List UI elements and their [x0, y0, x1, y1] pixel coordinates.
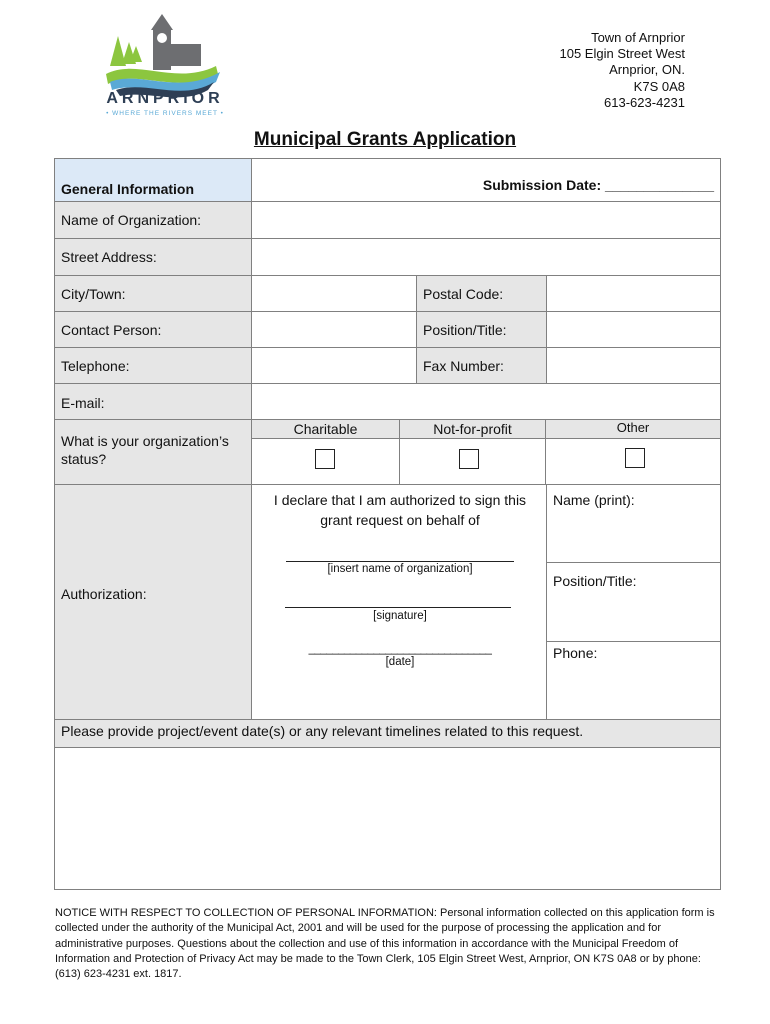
- other-header: [545, 419, 721, 439]
- status-label-cell: [54, 419, 252, 485]
- address-line: 105 Elgin Street West: [559, 46, 685, 62]
- org-name-field[interactable]: [251, 201, 721, 239]
- fax-label: Fax Number:: [423, 358, 504, 374]
- position-title-cell[interactable]: [546, 562, 721, 642]
- other-checkbox[interactable]: [625, 448, 645, 468]
- street-label-cell: [54, 238, 252, 276]
- date-caption: [date]: [385, 656, 415, 668]
- timeline-prompt-cell: [54, 719, 721, 748]
- nonprofit-label: Not-for-profit: [433, 421, 512, 437]
- declaration-text: I declare that I am authorized to sign this grant request on behalf of: [273, 492, 527, 528]
- telephone-field[interactable]: [251, 347, 417, 384]
- email-label: E-mail:: [61, 395, 105, 411]
- authorization-label: Authorization:: [61, 586, 147, 602]
- timeline-prompt: Please provide project/event date(s) or any relevant timelines related to this request.: [61, 723, 584, 739]
- email-field[interactable]: [251, 383, 721, 420]
- charitable-checkbox[interactable]: [315, 449, 335, 469]
- telephone-label-cell: [54, 347, 252, 384]
- email-label-cell: [54, 383, 252, 420]
- submission-date-cell[interactable]: [251, 158, 721, 202]
- name-print-label: Name (print):: [553, 492, 635, 508]
- town-address: [560, 30, 686, 111]
- address-line: Arnprior, ON.: [609, 62, 685, 78]
- nonprofit-header: [399, 419, 546, 439]
- address-line: Town of Arnprior: [591, 30, 685, 45]
- authorization-declaration-cell: [251, 484, 547, 720]
- postal-field[interactable]: [546, 275, 721, 312]
- org-name-label: Name of Organization:: [61, 212, 202, 228]
- charitable-cell: [251, 438, 400, 485]
- other-cell: [545, 438, 721, 485]
- city-label: City/Town:: [61, 286, 126, 302]
- contact-field[interactable]: [251, 311, 417, 348]
- authorization-label-cell: [54, 484, 252, 720]
- street-label: Street Address:: [61, 249, 157, 265]
- phone-cell[interactable]: [546, 641, 721, 720]
- org-name-signature-line[interactable]: [286, 561, 514, 562]
- fax-label-cell: [416, 347, 547, 384]
- position-title-label: Position/Title:: [553, 573, 637, 589]
- position-label: Position/Title:: [423, 322, 507, 338]
- signature-line[interactable]: [285, 607, 511, 608]
- signature-caption: [signature]: [373, 610, 427, 622]
- postal-label-cell: [416, 275, 547, 312]
- insert-org-caption: [insert name of organization]: [327, 563, 473, 575]
- nonprofit-cell: [399, 438, 546, 485]
- postal-label: Postal Code:: [423, 286, 504, 302]
- fax-field[interactable]: [546, 347, 721, 384]
- date-line[interactable]: _______________________________: [308, 643, 492, 655]
- charitable-header: [251, 419, 400, 439]
- general-info-label: General Information: [61, 181, 195, 197]
- phone-label: Phone:: [553, 645, 598, 661]
- status-question: What is your organization’s status?: [61, 433, 229, 467]
- other-label: Other: [616, 420, 650, 435]
- name-print-cell[interactable]: [546, 484, 721, 563]
- telephone-label: Telephone:: [61, 358, 130, 374]
- org-name-label-cell: [54, 201, 252, 239]
- contact-label: Contact Person:: [61, 322, 162, 338]
- charitable-label: Charitable: [293, 421, 358, 437]
- contact-label-cell: [54, 311, 252, 348]
- position-field[interactable]: [546, 311, 721, 348]
- city-label-cell: [54, 275, 252, 312]
- logo-tagline: • WHERE THE RIVERS MEET •: [106, 110, 224, 117]
- page-title: Municipal Grants Application: [253, 129, 517, 150]
- position-label-cell: [416, 311, 547, 348]
- nonprofit-checkbox[interactable]: [459, 449, 479, 469]
- general-info-header: [54, 158, 252, 202]
- privacy-notice: NOTICE WITH RESPECT TO COLLECTION OF PERSONAL INFORMATION: Personal information collected on this application form is collected under the authority of the Municipal Act, 2001 and will be used for the purpose of processing the application and for administrative purposes. Questions about the collection and use of this information in accordance with the Municipal Freedom of Information and Protection of Privacy Act may be made to the Town Clerk, 105 Elgin Street West, Arnprior, ON K7S 0A8 or by phone: (613) 623-4231 ext. 1817.: [55, 907, 715, 981]
- street-field[interactable]: [251, 238, 721, 276]
- address-line: 613-623-4231: [604, 94, 685, 110]
- logo-wordmark: ARNPRIOR: [106, 90, 224, 107]
- address-line: K7S 0A8: [633, 78, 685, 94]
- city-field[interactable]: [251, 275, 417, 312]
- submission-date-label: Submission Date: ______________: [482, 177, 714, 193]
- timeline-textarea[interactable]: [54, 747, 721, 890]
